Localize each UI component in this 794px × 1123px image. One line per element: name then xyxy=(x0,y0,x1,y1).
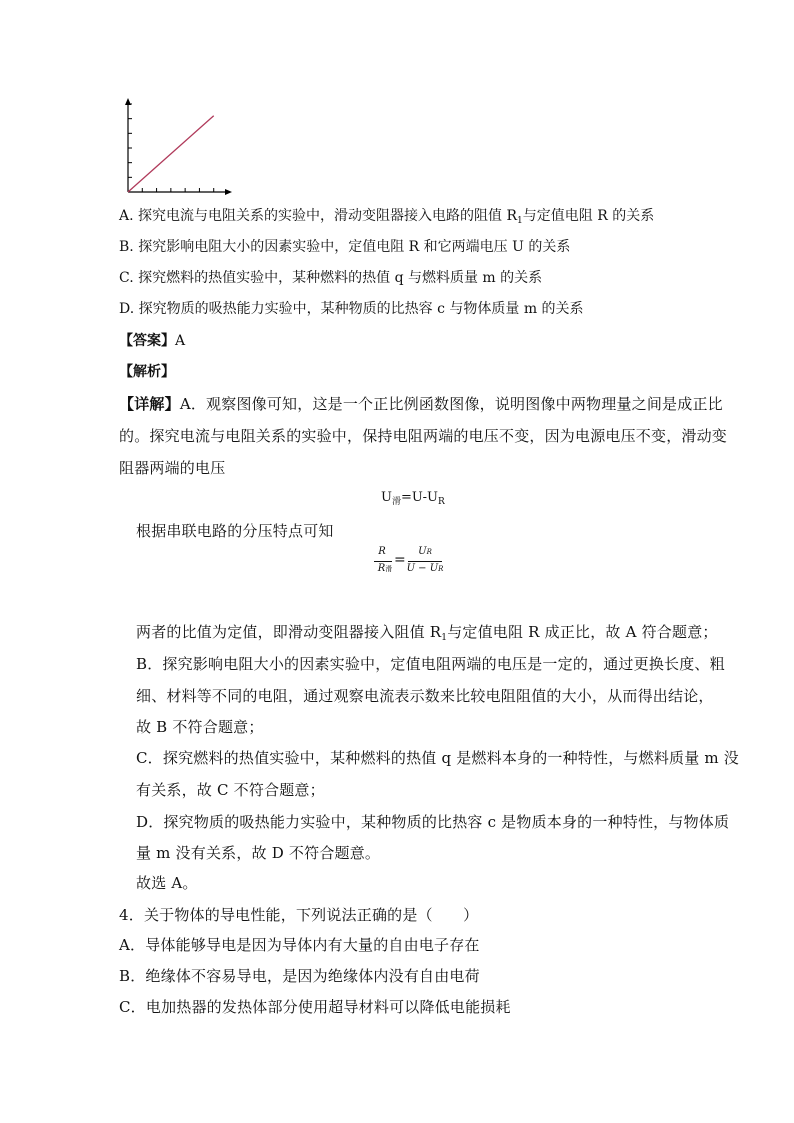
detail-text-3: 阻器两端的电压 xyxy=(119,459,226,477)
explanation-text: 有关系，故 C 不符合题意； xyxy=(136,781,325,799)
analysis-line xyxy=(119,362,175,382)
answer-value: A xyxy=(175,333,186,349)
detail-text-2: 的。探究电流与电阻关系的实验中，保持电阻两端的电压不变，因为电源电压不变，滑动变 xyxy=(119,427,728,445)
conclusion-sub: 1 xyxy=(441,633,448,643)
detail-line-1 xyxy=(119,394,723,414)
explanation-line xyxy=(136,717,264,737)
eq-lhs-sub: 滑 xyxy=(391,497,401,507)
frac-right-num-main: U xyxy=(418,546,427,557)
explanation-line xyxy=(136,873,198,893)
series-line xyxy=(136,521,334,541)
detail-text-1: A．观察图像可知，这是一个正比例函数图像，说明图像中两物理量之间是成正比 xyxy=(179,395,723,413)
eq-lhs: U xyxy=(381,490,392,505)
option-b-letter: B. xyxy=(119,239,134,255)
frac-right-den xyxy=(406,563,444,574)
frac-left-bar xyxy=(374,561,392,562)
option-c-letter: C. xyxy=(119,270,134,286)
question4-option-text: A．导体能够导电是因为导体内有大量的自由电子存在 xyxy=(119,936,480,954)
option-d xyxy=(119,299,584,319)
question4-option-text: B．绝缘体不容易导电，是因为绝缘体内没有自由电荷 xyxy=(119,967,480,985)
option-d-text: 探究物质的吸热能力实验中，某种物质的比热容 c 与物体质量 m 的关系 xyxy=(138,301,584,317)
explanation-line xyxy=(136,748,739,768)
eq-rhs: =U-U xyxy=(400,490,438,505)
question4-stem-text: 4．关于物体的导电性能，下列说法正确的是（ ） xyxy=(119,906,479,924)
explanation-text: 故选 A。 xyxy=(136,874,198,892)
option-a xyxy=(119,206,654,231)
option-a-subscript: 1 xyxy=(517,216,523,226)
frac-equals: = xyxy=(394,552,406,568)
explanation-text: 细、材料等不同的电阻，通过观察电流表示数来比较电阻阻值的大小，从而得出结论， xyxy=(136,687,714,705)
option-b xyxy=(119,237,570,257)
analysis-tag: 【解析】 xyxy=(119,364,175,380)
answer-line xyxy=(119,331,185,351)
frac-left-num: R xyxy=(378,546,386,557)
fraction-equation xyxy=(372,546,442,582)
explanation-text: D．探究物质的吸热能力实验中，某种物质的比热容 c 是物质本身的一种特性，与物体质 xyxy=(136,813,730,831)
question4-option-a xyxy=(119,935,480,955)
explanation-line xyxy=(136,686,714,706)
frac-right-den-main: U − U xyxy=(406,563,439,574)
frac-right-bar xyxy=(408,561,442,562)
conclusion-text-end: 与定值电阻 R 成正比，故 A 符合题意； xyxy=(447,623,718,641)
question4-option-text: C．电加热器的发热体部分使用超导材料可以降低电能损耗 xyxy=(119,998,511,1016)
explanation-text: B．探究影响电阻大小的因素实验中，定值电阻两端的电压是一定的，通过更换长度、粗 xyxy=(136,655,725,673)
x-axis-arrow xyxy=(225,189,232,195)
answer-tag: 【答案】 xyxy=(119,333,175,349)
explanation-line xyxy=(136,812,729,832)
conclusion-text: 两者的比值为定值，即滑动变阻器接入阻值 R xyxy=(136,623,442,641)
frac-left-den xyxy=(374,563,396,574)
explanation-text: C．探究燃料的热值实验中，某种燃料的热值 q 是燃料本身的一种特性，与燃料质量 m 没 xyxy=(136,749,739,767)
frac-left-den-sub: 滑 xyxy=(385,565,393,573)
proportional-line xyxy=(128,116,214,192)
option-b-text: 探究影响电阻大小的因素实验中，定值电阻 R 和它两端电压 U 的关系 xyxy=(138,239,571,255)
option-c-text: 探究燃料的热值实验中，某种燃料的热值 q 与燃料质量 m 的关系 xyxy=(138,270,543,286)
conclusion-line xyxy=(136,622,718,648)
option-c xyxy=(119,268,542,288)
explanation-line xyxy=(136,843,380,863)
option-a-text: 探究电流与电阻关系的实验中，滑动变阻器接入电路的阻值 R xyxy=(138,208,518,224)
explanation-line xyxy=(136,780,325,800)
frac-right-num-sub: R xyxy=(426,548,432,556)
detail-tag: 【详解】 xyxy=(119,395,180,413)
proportional-graph xyxy=(116,96,234,200)
option-d-letter: D. xyxy=(119,301,135,317)
question4-stem xyxy=(119,905,478,925)
frac-left-den-main: R xyxy=(377,563,386,574)
explanation-text: 量 m 没有关系，故 D 不符合题意。 xyxy=(136,844,381,862)
explanation-text: 故 B 不符合题意； xyxy=(136,718,264,736)
explanation-line xyxy=(136,654,725,674)
frac-right-num xyxy=(408,546,442,557)
equation-voltage xyxy=(381,490,445,507)
detail-line-2 xyxy=(119,426,727,446)
question4-option-b xyxy=(119,966,480,986)
question4-option-c xyxy=(119,997,511,1017)
series-text: 根据串联电路的分压特点可知 xyxy=(136,522,334,540)
detail-line-3 xyxy=(119,458,225,478)
eq-rhs-sub: R xyxy=(437,497,445,507)
option-a-text-end: 与定值电阻 R 的关系 xyxy=(522,208,655,224)
option-a-letter: A. xyxy=(119,208,134,224)
frac-right-den-sub: R xyxy=(438,565,444,573)
